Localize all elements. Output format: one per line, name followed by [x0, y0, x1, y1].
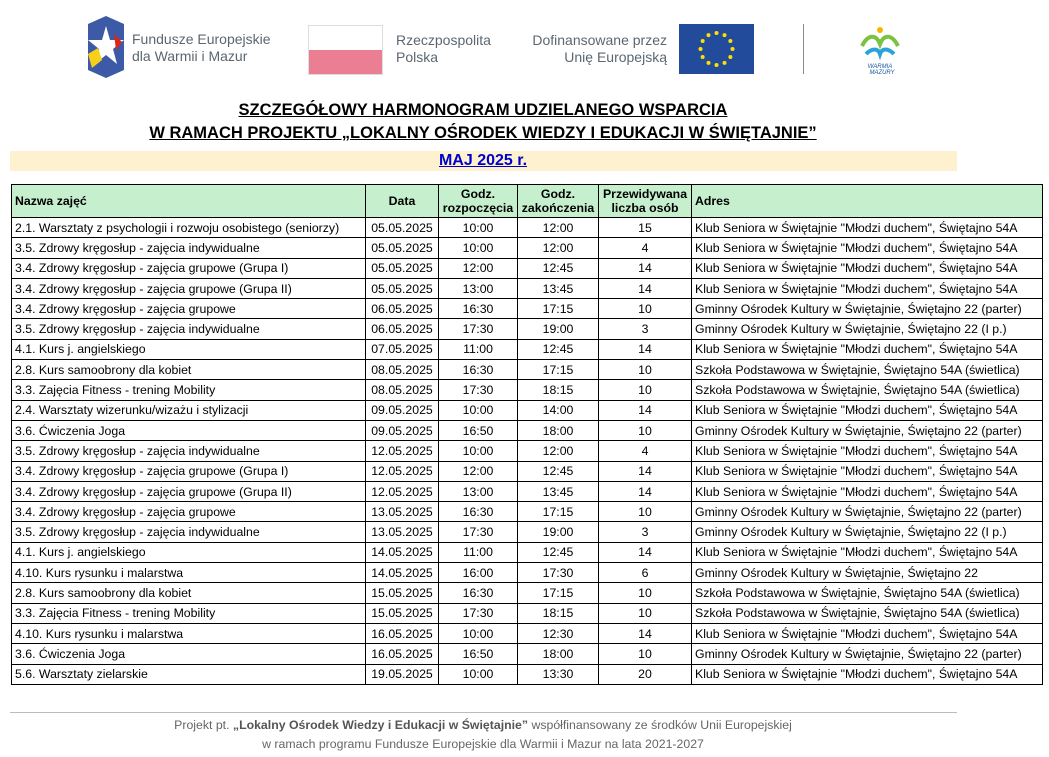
cell-activity-name: 2.8. Kurs samoobrony dla kobiet — [12, 360, 366, 380]
cell-activity-name: 2.4. Warsztaty wizerunku/wizażu i stylizacji — [12, 400, 366, 420]
cell-date: 14.05.2025 — [366, 542, 439, 562]
cell-start-time: 17:30 — [439, 522, 518, 542]
logo-bar — [0, 0, 1049, 90]
cell-activity-name: 4.10. Kurs rysunku i malarstwa — [12, 623, 366, 643]
wm-line1: WARMIA — [867, 64, 893, 70]
cell-date: 14.05.2025 — [366, 563, 439, 583]
cell-address: Klub Seniora w Świętajnie "Młodzi duchem", Świętajno 54A — [692, 481, 1043, 501]
cell-address: Gminny Ośrodek Kultury w Świętajnie, Świętajno 22 (parter) — [692, 644, 1043, 664]
cell-date: 12.05.2025 — [366, 441, 439, 461]
table-row — [12, 380, 1043, 400]
footer-project-name: „Lokalny Ośrodek Wiedzy i Edukacji w Świętajnie” — [232, 718, 529, 732]
cell-end-time: 12:30 — [518, 623, 599, 643]
cell-activity-name: 3.6. Ćwiczenia Joga — [12, 644, 366, 664]
col-header-name: Nazwa zajęć — [12, 185, 366, 218]
month-heading: MAJ 2025 r. — [438, 152, 528, 169]
footer-prefix: Projekt pt. — [174, 718, 233, 732]
table-header-row — [12, 185, 1043, 218]
cell-people-count: 20 — [599, 664, 692, 684]
table-row — [12, 502, 1043, 522]
cell-start-time: 10:00 — [439, 623, 518, 643]
schedule-table — [11, 184, 1043, 685]
cell-address: Klub Seniora w Świętajnie "Młodzi duchem", Świętajno 54A — [692, 339, 1043, 359]
table-row — [12, 278, 1043, 298]
fundusze-europejskie-logo — [86, 14, 286, 84]
eu-logo-text — [524, 32, 667, 66]
fe-logo-text — [132, 31, 271, 65]
table-row — [12, 258, 1043, 278]
cell-start-time: 10:00 — [439, 238, 518, 258]
cell-people-count: 14 — [599, 461, 692, 481]
eu-star-icon — [728, 39, 732, 43]
col-header-date: Data — [366, 185, 439, 218]
cell-end-time: 14:00 — [518, 400, 599, 420]
cell-people-count: 10 — [599, 644, 692, 664]
cell-people-count: 14 — [599, 400, 692, 420]
col-header-start — [439, 185, 518, 218]
pl-line2: Polska — [396, 49, 439, 65]
table-row — [12, 623, 1043, 643]
table-row — [12, 319, 1043, 339]
footer-divider — [10, 712, 957, 713]
cell-start-time: 12:00 — [439, 461, 518, 481]
cell-people-count: 10 — [599, 603, 692, 623]
logo-divider — [803, 24, 804, 74]
fe-line1: Fundusze Europejskie — [132, 31, 271, 47]
cell-end-time: 19:00 — [518, 522, 599, 542]
cell-activity-name: 4.1. Kurs j. angielskiego — [12, 542, 366, 562]
col-header-people-line2: liczba osób — [611, 201, 679, 215]
cell-date: 19.05.2025 — [366, 664, 439, 684]
document-title-line2: W RAMACH PROJEKTU „LOKALNY OŚRODEK WIEDZY I EDUKACJI W ŚWIĘTAJNIE” — [149, 124, 817, 142]
cell-people-count: 10 — [599, 502, 692, 522]
cell-address: Szkoła Podstawowa w Świętajnie, Świętajno 54A (świetlica) — [692, 583, 1043, 603]
eu-star-icon — [723, 33, 727, 37]
eu-star-icon — [707, 61, 711, 65]
cell-address: Gminny Ośrodek Kultury w Świętajnie, Świętajno 22 (I p.) — [692, 522, 1043, 542]
col-header-people — [599, 185, 692, 218]
cell-address: Klub Seniora w Świętajnie "Młodzi duchem", Świętajno 54A — [692, 441, 1043, 461]
cell-date: 15.05.2025 — [366, 603, 439, 623]
cell-activity-name: 3.3. Zajęcia Fitness - trening Mobility — [12, 603, 366, 623]
cell-end-time: 12:45 — [518, 339, 599, 359]
table-row — [12, 461, 1043, 481]
cell-people-count: 14 — [599, 481, 692, 501]
fe-line2: dla Warmii i Mazur — [132, 48, 248, 64]
cell-activity-name: 3.5. Zdrowy kręgosłup - zajęcia indywidualne — [12, 522, 366, 542]
cell-address: Klub Seniora w Świętajnie "Młodzi duchem", Świętajno 54A — [692, 664, 1043, 684]
cell-address: Gminny Ośrodek Kultury w Świętajnie, Świętajno 22 (parter) — [692, 502, 1043, 522]
table-row — [12, 420, 1043, 440]
cell-activity-name: 3.4. Zdrowy kręgosłup - zajęcia grupowe (Grupa I) — [12, 258, 366, 278]
table-row — [12, 542, 1043, 562]
cell-start-time: 17:30 — [439, 380, 518, 400]
table-row — [12, 339, 1043, 359]
cell-address: Szkoła Podstawowa w Świętajnie, Świętajno 54A (świetlica) — [692, 360, 1043, 380]
cell-activity-name: 3.5. Zdrowy kręgosłup - zajęcia indywidualne — [12, 441, 366, 461]
cell-people-count: 10 — [599, 380, 692, 400]
cell-start-time: 11:00 — [439, 339, 518, 359]
cell-activity-name: 2.1. Warsztaty z psychologii i rozwoju osobistego (seniorzy) — [12, 218, 366, 238]
cell-date: 08.05.2025 — [366, 380, 439, 400]
cell-date: 12.05.2025 — [366, 481, 439, 501]
cell-start-time: 16:50 — [439, 420, 518, 440]
cell-activity-name: 5.6. Warsztaty zielarskie — [12, 664, 366, 684]
cell-date: 12.05.2025 — [366, 461, 439, 481]
cell-date: 15.05.2025 — [366, 583, 439, 603]
table-row — [12, 664, 1043, 684]
table-row — [12, 441, 1043, 461]
fe-star-icon — [86, 14, 126, 80]
eu-star-icon — [701, 55, 705, 59]
col-header-start-line2: rozpoczęcia — [442, 201, 514, 215]
eu-star-icon — [715, 31, 719, 35]
table-row — [12, 563, 1043, 583]
cell-end-time: 13:30 — [518, 664, 599, 684]
eu-star-icon — [728, 55, 732, 59]
cell-start-time: 10:00 — [439, 400, 518, 420]
table-row — [12, 522, 1043, 542]
col-header-people-line1: Przewidywana — [602, 187, 688, 201]
cell-end-time: 18:15 — [518, 380, 599, 400]
cell-end-time: 13:45 — [518, 278, 599, 298]
footer-line1 — [0, 718, 966, 732]
cell-end-time: 18:00 — [518, 644, 599, 664]
cell-activity-name: 4.10. Kurs rysunku i malarstwa — [12, 563, 366, 583]
cell-start-time: 17:30 — [439, 319, 518, 339]
cell-start-time: 16:30 — [439, 502, 518, 522]
cell-address: Klub Seniora w Świętajnie "Młodzi duchem", Świętajno 54A — [692, 218, 1043, 238]
cell-date: 06.05.2025 — [366, 299, 439, 319]
cell-activity-name: 3.6. Ćwiczenia Joga — [12, 420, 366, 440]
table-row — [12, 400, 1043, 420]
cell-activity-name: 3.4. Zdrowy kręgosłup - zajęcia grupowe (Grupa I) — [12, 461, 366, 481]
cell-end-time: 17:15 — [518, 502, 599, 522]
cell-address: Gminny Ośrodek Kultury w Świętajnie, Świętajno 22 (parter) — [692, 420, 1043, 440]
warmia-mazury-logo — [854, 24, 906, 76]
table-row — [12, 218, 1043, 238]
cell-start-time: 16:50 — [439, 644, 518, 664]
cell-start-time: 10:00 — [439, 218, 518, 238]
cell-people-count: 6 — [599, 563, 692, 583]
cell-end-time: 13:45 — [518, 481, 599, 501]
cell-people-count: 14 — [599, 258, 692, 278]
eu-star-icon — [731, 47, 735, 51]
cell-activity-name: 2.8. Kurs samoobrony dla kobiet — [12, 583, 366, 603]
eu-line2: Unię Europejską — [564, 49, 667, 65]
cell-start-time: 16:00 — [439, 563, 518, 583]
cell-end-time: 17:15 — [518, 360, 599, 380]
table-row — [12, 644, 1043, 664]
cell-address: Klub Seniora w Świętajnie "Młodzi duchem", Świętajno 54A — [692, 278, 1043, 298]
cell-people-count: 14 — [599, 542, 692, 562]
cell-start-time: 13:00 — [439, 481, 518, 501]
pl-logo-text — [396, 32, 491, 66]
cell-people-count: 15 — [599, 218, 692, 238]
table-row — [12, 481, 1043, 501]
eu-star-icon — [723, 61, 727, 65]
table-row — [12, 299, 1043, 319]
cell-end-time: 18:00 — [518, 420, 599, 440]
cell-date: 05.05.2025 — [366, 218, 439, 238]
cell-date: 05.05.2025 — [366, 258, 439, 278]
col-header-start-line1: Godz. — [460, 187, 496, 201]
cell-activity-name: 3.5. Zdrowy kręgosłup - zajęcia indywidualne — [12, 319, 366, 339]
cell-end-time: 12:45 — [518, 461, 599, 481]
cell-date: 16.05.2025 — [366, 644, 439, 664]
cell-date: 06.05.2025 — [366, 319, 439, 339]
cell-address: Klub Seniora w Świętajnie "Młodzi duchem", Świętajno 54A — [692, 400, 1043, 420]
cell-address: Klub Seniora w Świętajnie "Młodzi duchem", Świętajno 54A — [692, 258, 1043, 278]
cell-start-time: 13:00 — [439, 278, 518, 298]
cell-end-time: 17:15 — [518, 583, 599, 603]
cell-people-count: 10 — [599, 420, 692, 440]
cell-start-time: 16:30 — [439, 583, 518, 603]
col-header-end-line1: Godz. — [540, 187, 576, 201]
cell-address: Klub Seniora w Świętajnie "Młodzi duchem", Świętajno 54A — [692, 623, 1043, 643]
cell-start-time: 10:00 — [439, 441, 518, 461]
col-header-address: Adres — [692, 185, 1043, 218]
cell-address: Klub Seniora w Świętajnie "Młodzi duchem", Świętajno 54A — [692, 542, 1043, 562]
cell-date: 13.05.2025 — [366, 522, 439, 542]
document-title-line1: SZCZEGÓŁOWY HARMONOGRAM UDZIELANEGO WSPARCIA — [238, 101, 728, 119]
cell-people-count: 3 — [599, 522, 692, 542]
cell-start-time: 11:00 — [439, 542, 518, 562]
cell-people-count: 14 — [599, 339, 692, 359]
pl-line1: Rzeczpospolita — [396, 32, 491, 48]
cell-address: Gminny Ośrodek Kultury w Świętajnie, Świętajno 22 (I p.) — [692, 319, 1043, 339]
footer-suffix: współfinansowany ze środków Unii Europejskiej — [528, 718, 792, 732]
cell-people-count: 10 — [599, 583, 692, 603]
cell-end-time: 12:00 — [518, 218, 599, 238]
eu-star-icon — [715, 63, 719, 67]
cell-activity-name: 3.4. Zdrowy kręgosłup - zajęcia grupowe — [12, 299, 366, 319]
eu-line1: Dofinansowane przez — [532, 32, 667, 48]
cell-date: 16.05.2025 — [366, 623, 439, 643]
cell-end-time: 12:00 — [518, 238, 599, 258]
col-header-end-line2: zakończenia — [521, 201, 595, 215]
table-row — [12, 238, 1043, 258]
cell-date: 07.05.2025 — [366, 339, 439, 359]
cell-address: Szkoła Podstawowa w Świętajnie, Świętajno 54A (świetlica) — [692, 380, 1043, 400]
table-row — [12, 583, 1043, 603]
eu-star-icon — [699, 47, 703, 51]
table-row — [12, 603, 1043, 623]
cell-people-count: 3 — [599, 319, 692, 339]
cell-activity-name: 3.4. Zdrowy kręgosłup - zajęcia grupowe (Grupa II) — [12, 278, 366, 298]
cell-end-time: 12:45 — [518, 258, 599, 278]
schedule-body — [12, 218, 1043, 685]
eu-flag-icon — [679, 24, 754, 74]
cell-address: Gminny Ośrodek Kultury w Świętajnie, Świętajno 22 (parter) — [692, 299, 1043, 319]
cell-date: 05.05.2025 — [366, 278, 439, 298]
col-header-end — [518, 185, 599, 218]
cell-end-time: 12:00 — [518, 441, 599, 461]
cell-end-time: 17:15 — [518, 299, 599, 319]
cell-start-time: 12:00 — [439, 258, 518, 278]
cell-date: 05.05.2025 — [366, 238, 439, 258]
cell-address: Szkoła Podstawowa w Świętajnie, Świętajno 54A (świetlica) — [692, 603, 1043, 623]
cell-people-count: 10 — [599, 299, 692, 319]
wm-line2: MAZURY — [869, 70, 895, 76]
cell-people-count: 10 — [599, 360, 692, 380]
cell-activity-name: 3.3. Zajęcia Fitness - trening Mobility — [12, 380, 366, 400]
polish-flag-icon — [308, 25, 383, 75]
eu-star-icon — [701, 39, 705, 43]
cell-start-time: 17:30 — [439, 603, 518, 623]
cell-date: 08.05.2025 — [366, 360, 439, 380]
cell-people-count: 14 — [599, 278, 692, 298]
cell-address: Klub Seniora w Świętajnie "Młodzi duchem", Świętajno 54A — [692, 238, 1043, 258]
cell-start-time: 16:30 — [439, 360, 518, 380]
cell-address: Gminny Ośrodek Kultury w Świętajnie, Świętajno 22 — [692, 563, 1043, 583]
cell-start-time: 16:30 — [439, 299, 518, 319]
eu-star-icon — [707, 33, 711, 37]
cell-people-count: 14 — [599, 623, 692, 643]
cell-date: 13.05.2025 — [366, 502, 439, 522]
cell-start-time: 10:00 — [439, 664, 518, 684]
cell-end-time: 19:00 — [518, 319, 599, 339]
cell-end-time: 17:30 — [518, 563, 599, 583]
cell-end-time: 18:15 — [518, 603, 599, 623]
cell-activity-name: 3.4. Zdrowy kręgosłup - zajęcia grupowe (Grupa II) — [12, 481, 366, 501]
cell-address: Klub Seniora w Świętajnie "Młodzi duchem", Świętajno 54A — [692, 461, 1043, 481]
cell-end-time: 12:45 — [518, 542, 599, 562]
cell-date: 09.05.2025 — [366, 420, 439, 440]
cell-activity-name: 3.4. Zdrowy kręgosłup - zajęcia grupowe — [12, 502, 366, 522]
cell-date: 09.05.2025 — [366, 400, 439, 420]
footer-line2: w ramach programu Fundusze Europejskie dla Warmii i Mazur na lata 2021-2027 — [262, 737, 704, 751]
cell-people-count: 4 — [599, 238, 692, 258]
cell-people-count: 4 — [599, 441, 692, 461]
cell-activity-name: 4.1. Kurs j. angielskiego — [12, 339, 366, 359]
cell-activity-name: 3.5. Zdrowy kręgosłup - zajęcia indywidualne — [12, 238, 366, 258]
table-row — [12, 360, 1043, 380]
